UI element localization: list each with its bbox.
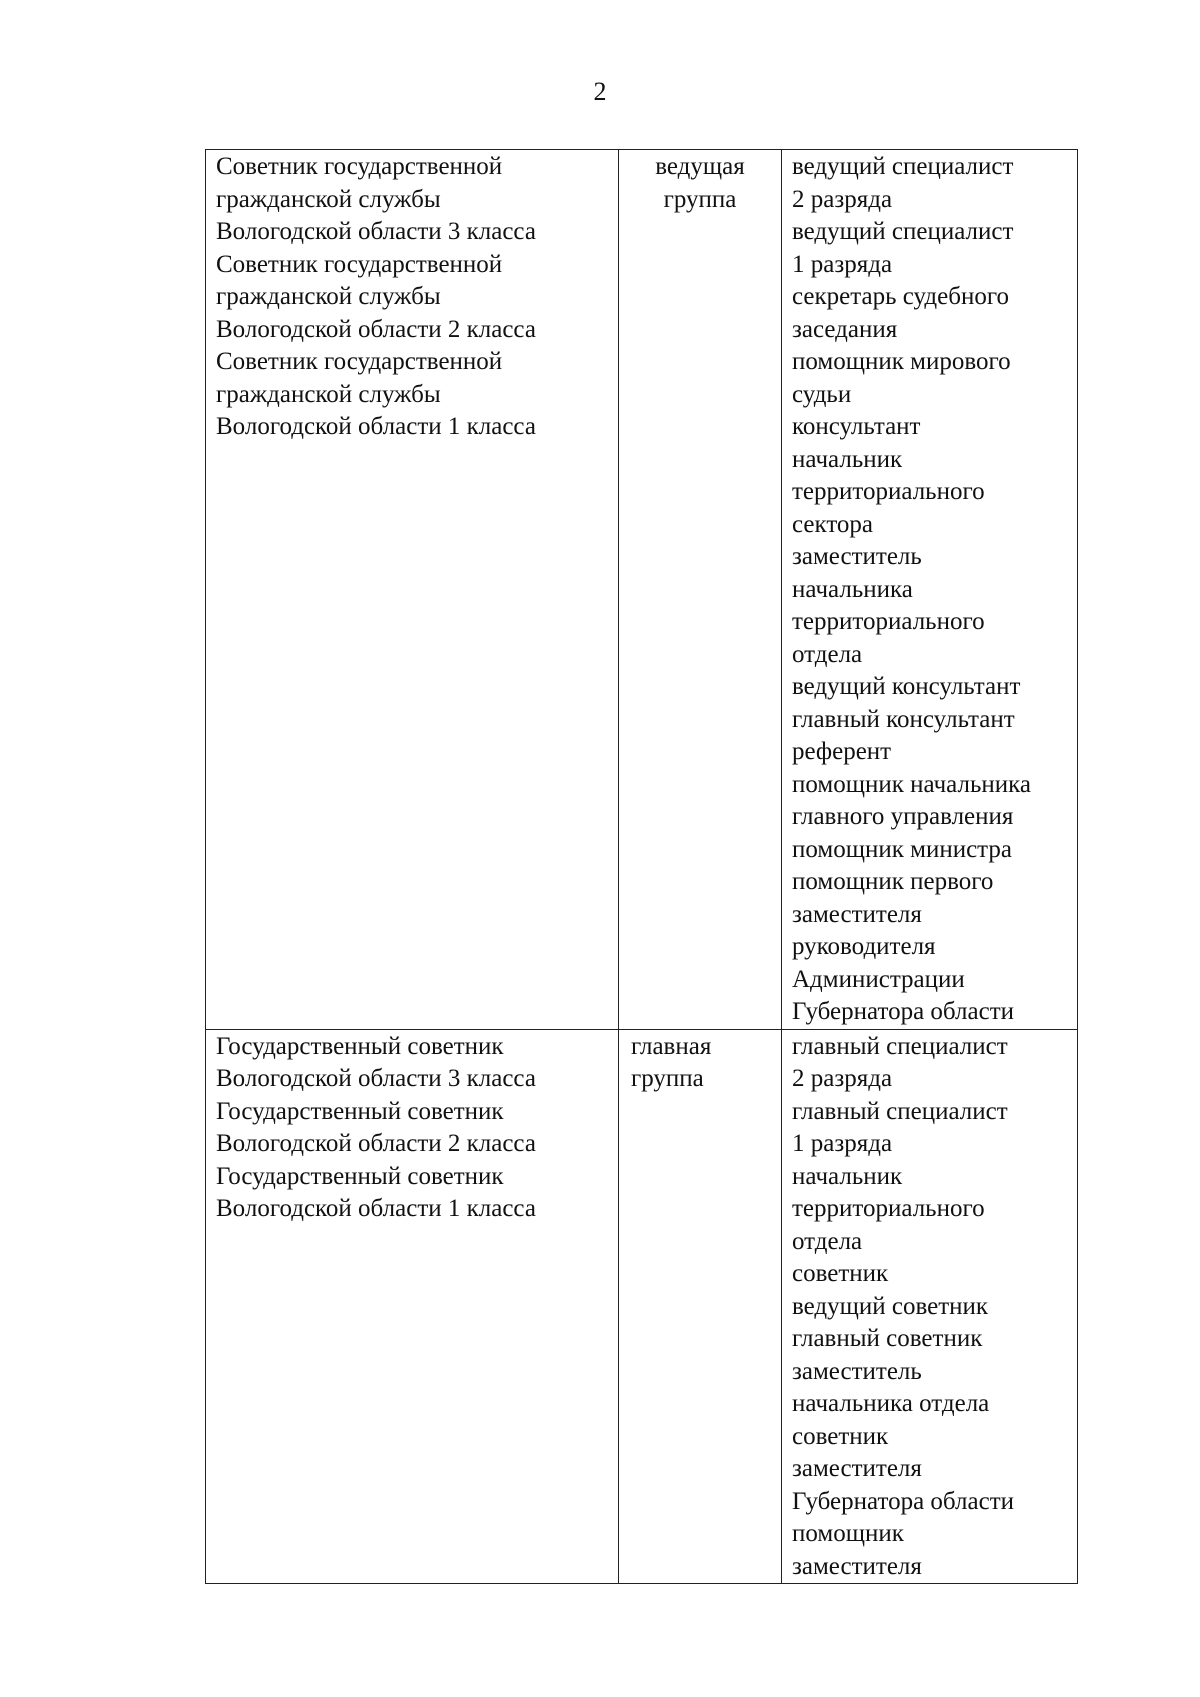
class-rank-line: Вологодской области 3 класса — [216, 1065, 536, 1092]
positions-cell — [782, 1029, 1078, 1584]
class-rank-line: Вологодской области 2 класса — [216, 1130, 536, 1157]
position-line: Губернатора области — [792, 1487, 1014, 1515]
class-rank-cell — [206, 150, 619, 1030]
position-line: сектора — [792, 510, 874, 538]
class-rank-line: Советник государственной — [216, 348, 503, 375]
class-rank-cell — [206, 1029, 619, 1584]
class-rank-line: Государственный советник — [216, 1032, 504, 1060]
position-line: начальника отдела — [792, 1390, 990, 1417]
table-row — [206, 1029, 1078, 1584]
position-line: главного управления — [792, 803, 1014, 830]
class-rank-line: гражданской службы — [216, 380, 441, 408]
class-position-table — [205, 149, 1078, 1584]
class-rank-line: Государственный советник — [216, 1097, 504, 1125]
position-line: ведущий консультант — [792, 673, 1021, 700]
position-line: Администрации — [792, 965, 965, 993]
position-line: 2 разряда — [792, 1065, 893, 1092]
class-rank-line: Вологодской области 1 класса — [216, 1195, 536, 1222]
position-group-cell — [619, 150, 782, 1030]
position-line: заместителя — [792, 1552, 922, 1580]
class-rank-line: Вологодской области 2 класса — [216, 315, 536, 343]
position-line: начальник — [792, 445, 903, 473]
position-line: отдела — [792, 640, 863, 668]
position-line: главный консультант — [792, 705, 1015, 733]
position-line: помощник начальника — [792, 770, 1031, 798]
position-line: советник — [792, 1260, 889, 1287]
position-line: советник — [792, 1422, 889, 1450]
class-rank-line: Советник государственной — [216, 153, 503, 180]
position-line: референт — [792, 738, 892, 765]
position-line: отдела — [792, 1227, 863, 1255]
position-line: заседания — [792, 315, 898, 343]
position-line: заместителя — [792, 1455, 922, 1482]
class-rank-line: гражданской службы — [216, 283, 441, 310]
table-row — [206, 150, 1078, 1030]
positions-cell — [782, 150, 1078, 1030]
position-group-line: ведущая — [655, 153, 745, 180]
position-group-cell — [619, 1029, 782, 1584]
position-group-line: группа — [663, 185, 737, 213]
position-line: 1 разряда — [792, 250, 893, 278]
position-line: помощник мирового — [792, 348, 1011, 375]
position-line: главный советник — [792, 1325, 983, 1352]
position-line: секретарь судебного — [792, 283, 1009, 310]
position-line: 2 разряда — [792, 185, 893, 213]
position-line: ведущий специалист — [792, 153, 1014, 180]
position-line: главный специалист — [792, 1032, 1008, 1060]
position-group-line: группа — [631, 1065, 704, 1092]
position-line: начальника — [792, 575, 913, 603]
position-line: ведущий советник — [792, 1292, 989, 1320]
position-line: помощник министра — [792, 835, 1013, 863]
position-line: заместитель — [792, 1357, 922, 1385]
position-line: консультант — [792, 413, 921, 440]
position-line: Губернатора области — [792, 998, 1014, 1025]
class-rank-line: Советник государственной — [216, 250, 503, 278]
position-line: 1 разряда — [792, 1130, 893, 1157]
position-line: заместитель — [792, 543, 922, 570]
position-line: территориального — [792, 1195, 985, 1222]
position-line: ведущий специалист — [792, 218, 1014, 245]
position-line: помощник — [792, 1520, 904, 1547]
class-rank-line: Вологодской области 3 класса — [216, 218, 536, 245]
position-line: руководителя — [792, 933, 936, 960]
class-rank-line: гражданской службы — [216, 185, 441, 213]
position-group-line: главная — [631, 1032, 712, 1060]
class-rank-line: Вологодской области 1 класса — [216, 413, 536, 440]
position-line: помощник первого — [792, 868, 994, 895]
position-line: заместителя — [792, 900, 922, 928]
position-line: главный специалист — [792, 1097, 1008, 1125]
page-number: 2 — [593, 77, 607, 106]
position-line: территориального — [792, 608, 985, 635]
position-line: начальник — [792, 1162, 903, 1190]
position-line: территориального — [792, 478, 985, 505]
class-rank-line: Государственный советник — [216, 1162, 504, 1190]
position-line: судьи — [792, 380, 852, 408]
